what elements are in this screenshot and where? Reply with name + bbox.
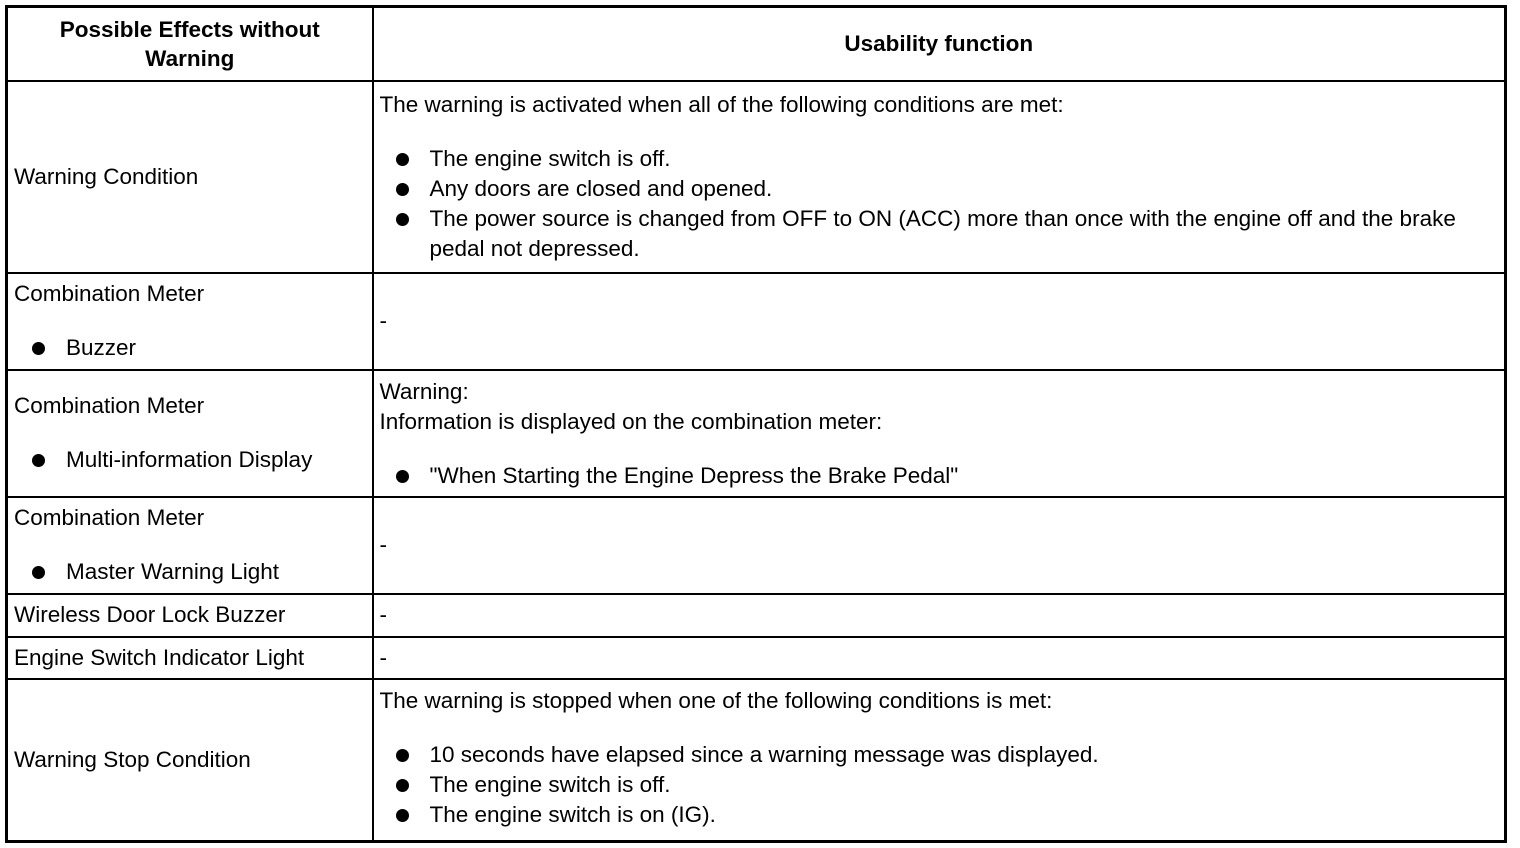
table-row (7, 273, 1506, 370)
effect-cell: Wireless Door Lock Buzzer (7, 594, 373, 637)
effect-cell (7, 497, 373, 594)
effects-table (5, 5, 1507, 843)
effect-cell (7, 273, 373, 370)
header-usability: Usability function (373, 7, 1506, 81)
list-item: The engine switch is off. (396, 770, 1499, 800)
effect-sublist (14, 445, 366, 475)
bullet-icon (396, 809, 409, 822)
table-row (7, 594, 1506, 637)
table-row (7, 497, 1506, 594)
list-item: The engine switch is off. (396, 144, 1499, 174)
effect-label: Warning Stop Condition (14, 746, 251, 772)
effect-cell (7, 81, 373, 273)
stop-condition-list (380, 740, 1499, 830)
bullet-icon (396, 470, 409, 483)
effect-sublist (14, 557, 366, 587)
function-cell: - (373, 273, 1506, 370)
effect-label: Combination Meter (14, 505, 205, 530)
bullet-icon (396, 749, 409, 762)
function-cell (373, 679, 1506, 842)
effect-label: Combination Meter (14, 281, 205, 306)
bullet-icon (396, 153, 409, 166)
table-row (7, 679, 1506, 842)
list-item: Multi-information Display (32, 445, 366, 475)
effect-cell (7, 370, 373, 497)
effect-cell (7, 679, 373, 842)
bullet-icon (396, 183, 409, 196)
function-line: Warning: (379, 378, 469, 404)
function-cell: - (373, 594, 1506, 637)
table-row (7, 370, 1506, 497)
message-list (380, 461, 1499, 491)
effect-label: Combination Meter (14, 393, 205, 418)
condition-list (380, 144, 1499, 264)
function-cell (373, 81, 1506, 273)
table-header-row (7, 7, 1506, 81)
effect-label: Warning Condition (14, 163, 199, 189)
effect-sublist (14, 333, 366, 363)
table-row (7, 637, 1506, 679)
table-row (7, 81, 1506, 273)
list-item: The engine switch is on (IG). (396, 800, 1499, 830)
list-item: The power source is changed from OFF to ON (ACC) more than once with the engine off and the brake pedal not depressed. (396, 204, 1499, 264)
function-cell (373, 370, 1506, 497)
header-effects: Possible Effects without Warning (7, 7, 373, 81)
list-item: Buzzer (32, 333, 366, 363)
function-intro: The warning is activated when all of the following conditions are met: (379, 91, 1064, 117)
bullet-icon (32, 342, 45, 355)
bullet-icon (32, 566, 45, 579)
function-intro: The warning is stopped when one of the following conditions is met: (379, 687, 1053, 713)
function-cell: - (373, 637, 1506, 679)
list-item: "When Starting the Engine Depress the Brake Pedal" (396, 461, 1499, 491)
bullet-icon (32, 454, 45, 467)
effect-cell: Engine Switch Indicator Light (7, 637, 373, 679)
list-item: Any doors are closed and opened. (396, 174, 1499, 204)
function-cell: - (373, 497, 1506, 594)
bullet-icon (396, 779, 409, 792)
function-line: Information is displayed on the combination meter: (379, 408, 883, 434)
list-item: Master Warning Light (32, 557, 366, 587)
list-item: 10 seconds have elapsed since a warning message was displayed. (396, 740, 1499, 770)
bullet-icon (396, 213, 409, 226)
